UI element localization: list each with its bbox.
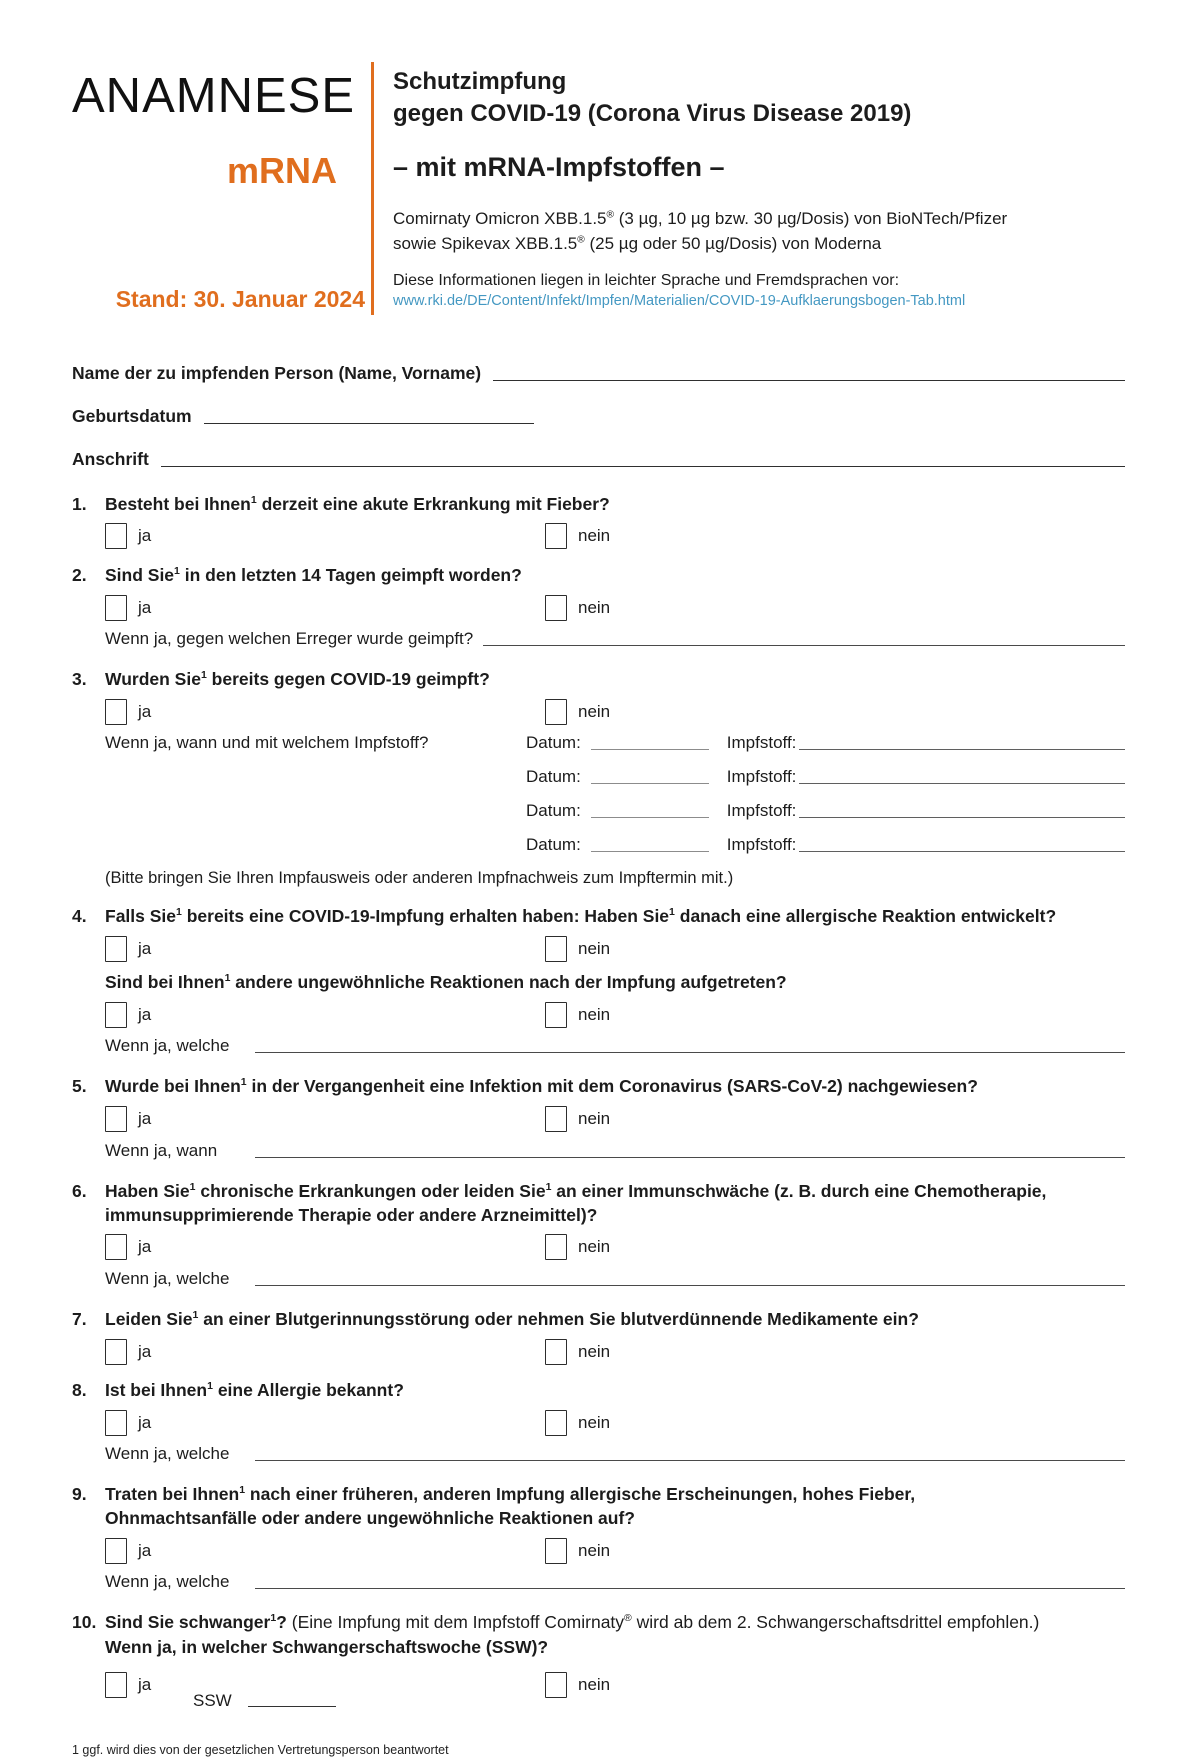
q4-followup-label: Wenn ja, welche — [105, 1036, 230, 1056]
q8-ja-checkbox[interactable] — [105, 1410, 127, 1436]
q10-nein-label: nein — [578, 1674, 611, 1694]
q9-ja-checkbox[interactable] — [105, 1538, 127, 1564]
vaccination-row-2 — [105, 767, 1125, 787]
q2-nein-checkbox[interactable] — [545, 595, 567, 621]
questionnaire — [72, 492, 1125, 1709]
q7-ja-label: ja — [138, 1341, 152, 1361]
date-input-line-4[interactable] — [591, 851, 709, 852]
question-1-answers — [105, 521, 1125, 552]
form-subtitle-line2: gegen COVID-19 (Corona Virus Disease 2019) — [393, 100, 912, 128]
question-8-answers — [105, 1407, 1125, 1438]
date-label-1: Datum: — [526, 733, 581, 753]
q8-nein-checkbox[interactable] — [545, 1410, 567, 1436]
q6-nein-checkbox[interactable] — [545, 1234, 567, 1260]
q1-ja-label: ja — [138, 526, 152, 546]
question-9-answers — [105, 1535, 1125, 1566]
q4-followup-input-line[interactable] — [255, 1052, 1125, 1053]
q4b-nein-label: nein — [578, 1004, 611, 1024]
q1-nein-label: nein — [578, 526, 611, 546]
q9-followup-input-line[interactable] — [255, 1588, 1125, 1589]
form-title: ANAMNESE — [72, 69, 356, 123]
q10-ja-label: ja — [138, 1674, 152, 1694]
question-6-followup — [105, 1269, 1125, 1289]
vaccine-description — [393, 206, 1125, 257]
question-6-answers — [105, 1232, 1125, 1263]
q4b-nein-checkbox[interactable] — [545, 1002, 567, 1028]
q9-followup-label: Wenn ja, welche — [105, 1572, 230, 1592]
question-8-text: Ist bei Ihnen$^1$ eine Allergie bekannt? — [105, 1380, 404, 1401]
question-4-followup — [105, 1036, 1125, 1056]
question-4-sub-answers — [105, 999, 1125, 1030]
q10-ja-checkbox[interactable] — [105, 1672, 127, 1698]
question-10-answers — [105, 1667, 1125, 1710]
question-1-text: Besteht bei Ihnen$^1$ derzeit eine akute Erkrankung mit Fieber? — [105, 493, 610, 514]
question-9-text-line2: Ohnmachtsanfälle oder andere ungewöhnliche Reaktionen auf? — [105, 1508, 635, 1529]
q7-ja-checkbox[interactable] — [105, 1339, 127, 1365]
question-3 — [72, 667, 1125, 899]
question-1-number: 1. — [72, 493, 87, 514]
question-8-number: 8. — [72, 1380, 87, 1401]
question-10-number: 10. — [72, 1612, 97, 1633]
q5-followup-label: Wenn ja, wann — [105, 1140, 218, 1160]
date-label-3: Datum: — [526, 801, 581, 821]
q3-followup-label: Wenn ja, wann und mit welchem Impfstoff? — [105, 733, 429, 753]
q2-ja-checkbox[interactable] — [105, 595, 127, 621]
question-4-text: Falls Sie$^1$ bereits eine COVID-19-Impfung erhalten haben: Haben Sie$^1$ danach eine allergische Reaktion entwickelt? — [105, 906, 1057, 927]
birthdate-field-label: Geburtsdatum — [72, 405, 192, 426]
vaccine-label-2: Impfstoff: — [726, 767, 797, 787]
header — [72, 62, 1125, 315]
question-4-subquestion: Sind bei Ihnen$^1$ andere ungewöhnliche Reaktionen nach der Impfung aufgetreten? — [105, 972, 787, 993]
question-4-number: 4. — [72, 906, 87, 927]
form-subtitle-line3: – mit mRNA-Impfstoffen – — [393, 151, 725, 182]
question-8-followup — [105, 1444, 1125, 1464]
q4-nein-checkbox[interactable] — [545, 936, 567, 962]
languages-info-text: Diese Informationen liegen in leichter Sprache und Fremdsprachen vor: — [393, 271, 900, 289]
question-2-answers — [105, 592, 1125, 623]
form-subtitle-line1: Schutzimpfung — [393, 68, 567, 95]
question-5-number: 5. — [72, 1076, 87, 1097]
question-9-text: Traten bei Ihnen$^1$ nach einer früheren, anderen Impfung allergische Erscheinungen, hohes Fieber, — [105, 1484, 916, 1505]
q7-nein-checkbox[interactable] — [545, 1339, 567, 1365]
q5-nein-checkbox[interactable] — [545, 1106, 567, 1132]
q5-followup-input-line[interactable] — [255, 1157, 1125, 1158]
question-5-answers — [105, 1104, 1125, 1135]
question-6-number: 6. — [72, 1180, 87, 1201]
q3-ja-label: ja — [138, 701, 152, 721]
footnote: 1 ggf. wird dies von der gesetzlichen Vertretungsperson beantwortet — [72, 1742, 449, 1757]
vaccine-input-line-2[interactable] — [799, 783, 1125, 784]
question-3-number: 3. — [72, 669, 87, 690]
question-5-text: Wurde bei Ihnen$^1$ in der Vergangenheit eine Infektion mit dem Coronavirus (SARS-CoV-2) nachgewiesen? — [105, 1076, 978, 1097]
question-6-text-line2: immunsupprimierende Therapie oder andere Arzneimittel)? — [105, 1204, 598, 1225]
address-field-label: Anschrift — [72, 448, 149, 469]
question-10-text — [105, 1610, 1125, 1634]
vaccination-row-3 — [105, 801, 1125, 821]
date-input-line-2[interactable] — [591, 783, 709, 784]
question-5-followup — [105, 1141, 1125, 1161]
question-2-followup — [105, 629, 1125, 649]
date-label-4: Datum: — [526, 835, 581, 855]
vaccine-line-2: sowie Spikevax XBB.1.5® (25 µg oder 50 µg/Dosis) von Moderna — [393, 234, 882, 254]
vaccine-input-line-3[interactable] — [799, 817, 1125, 818]
vaccination-row-1 — [105, 733, 1125, 753]
date-input-line-1[interactable] — [591, 749, 709, 750]
vaccine-input-line-1[interactable] — [799, 749, 1125, 750]
vaccine-input-line-4[interactable] — [799, 851, 1125, 852]
q10-text-parenthetical: (Eine Impfung mit dem Impfstoff Comirnaty® wird ab dem 2. Schwangerschaftsdrittel empfohlen.) — [291, 1612, 1040, 1633]
version-date: Stand: 30. Januar 2024 — [115, 285, 365, 312]
q8-followup-input-line[interactable] — [255, 1460, 1125, 1461]
q8-ja-label: ja — [138, 1412, 152, 1432]
q5-nein-label: nein — [578, 1109, 611, 1129]
q1-nein-checkbox[interactable] — [545, 523, 567, 549]
q9-ja-label: ja — [138, 1540, 152, 1560]
vaccine-label-1: Impfstoff: — [726, 733, 797, 753]
ssw-label: SSW — [193, 1690, 232, 1710]
q4b-ja-checkbox[interactable] — [105, 1002, 127, 1028]
q6-followup-input-line[interactable] — [255, 1285, 1125, 1286]
question-4-answers — [105, 933, 1125, 964]
question-5 — [72, 1074, 1125, 1173]
q5-ja-checkbox[interactable] — [105, 1106, 127, 1132]
vaccine-label-3: Impfstoff: — [726, 801, 797, 821]
name-field-label: Name der zu impfenden Person (Name, Vorname) — [72, 362, 482, 383]
q3-nein-checkbox[interactable] — [545, 699, 567, 725]
question-6 — [72, 1179, 1125, 1302]
q2-followup-input-line[interactable] — [483, 645, 1125, 646]
question-3-answers — [105, 696, 1125, 727]
q9-nein-checkbox[interactable] — [545, 1538, 567, 1564]
q2-nein-label: nein — [578, 597, 611, 617]
question-10-text-line2: Wenn ja, in welcher Schwangerschaftswoche (SSW)? — [105, 1636, 549, 1657]
q4-ja-checkbox[interactable] — [105, 936, 127, 962]
date-input-line-3[interactable] — [591, 817, 709, 818]
header-left-column — [72, 62, 371, 315]
ssw-field — [193, 1691, 336, 1711]
q10-nein-checkbox[interactable] — [545, 1672, 567, 1698]
address-field-row — [72, 449, 1125, 470]
question-6-text: Haben Sie$^1$ chronische Erkrankungen oder leiden Sie$^1$ an einer Immunschwäche (z. B. durch eine Chemotherapie, — [105, 1180, 1047, 1201]
q2-followup-label: Wenn ja, gegen welchen Erreger wurde geimpft? — [105, 629, 474, 649]
birthdate-field-row — [72, 406, 1125, 427]
person-fields — [72, 363, 1125, 470]
question-3-text: Wurden Sie$^1$ bereits gegen COVID-19 geimpft? — [105, 669, 490, 690]
question-2 — [72, 563, 1125, 662]
q2-ja-label: ja — [138, 597, 152, 617]
q3-ja-checkbox[interactable] — [105, 699, 127, 725]
q4b-ja-label: ja — [138, 1004, 152, 1024]
q8-nein-label: nein — [578, 1412, 611, 1432]
q10-text-bold: Sind Sie schwanger$^1$? — [105, 1612, 287, 1633]
q4-ja-label: ja — [138, 938, 152, 958]
q8-followup-label: Wenn ja, welche — [105, 1444, 230, 1464]
q6-ja-label: ja — [138, 1237, 152, 1257]
question-2-number: 2. — [72, 564, 87, 585]
q6-nein-label: nein — [578, 1237, 611, 1257]
question-7 — [72, 1307, 1125, 1373]
q1-ja-checkbox[interactable] — [105, 523, 127, 549]
q6-ja-checkbox[interactable] — [105, 1234, 127, 1260]
header-right-column — [371, 62, 1125, 315]
birthdate-input-line[interactable] — [204, 423, 534, 424]
vaccine-type-label: mRNA — [226, 150, 337, 191]
question-9 — [72, 1482, 1125, 1605]
vaccine-line-1: Comirnaty Omicron XBB.1.5® (3 µg, 10 µg bzw. 30 µg/Dosis) von BioNTech/Pfizer — [393, 208, 1008, 228]
q6-followup-label: Wenn ja, welche — [105, 1268, 230, 1288]
name-field-row — [72, 363, 1125, 384]
question-7-number: 7. — [72, 1308, 87, 1329]
question-9-followup — [105, 1572, 1125, 1592]
question-10 — [72, 1610, 1125, 1708]
vaccination-row-4 — [105, 835, 1125, 855]
question-8 — [72, 1378, 1125, 1477]
ssw-input-line[interactable] — [248, 1706, 336, 1707]
q5-ja-label: ja — [138, 1109, 152, 1129]
question-4 — [72, 904, 1125, 1069]
q9-nein-label: nein — [578, 1540, 611, 1560]
date-label-2: Datum: — [526, 767, 581, 787]
q4-nein-label: nein — [578, 938, 611, 958]
question-7-text: Leiden Sie$^1$ an einer Blutgerinnungsstörung oder nehmen Sie blutverdünnende Medikamente ein? — [105, 1308, 919, 1329]
q7-nein-label: nein — [578, 1341, 611, 1361]
rki-info-link[interactable]: www.rki.de/DE/Content/Infekt/Impfen/Materialien/COVID-19-Aufklaerungsbogen-Tab.html — [393, 292, 966, 309]
vaccine-label-4: Impfstoff: — [726, 835, 797, 855]
question-1 — [72, 492, 1125, 558]
question-7-answers — [105, 1336, 1125, 1367]
q3-nein-label: nein — [578, 701, 611, 721]
question-2-text: Sind Sie$^1$ in den letzten 14 Tagen geimpft worden? — [105, 564, 522, 585]
name-input-line[interactable] — [493, 380, 1125, 381]
question-9-number: 9. — [72, 1484, 87, 1505]
q3-note: (Bitte bringen Sie Ihren Impfausweis oder anderen Impfnachweis zum Impftermin mit.) — [105, 869, 734, 888]
address-input-line[interactable] — [161, 466, 1125, 467]
